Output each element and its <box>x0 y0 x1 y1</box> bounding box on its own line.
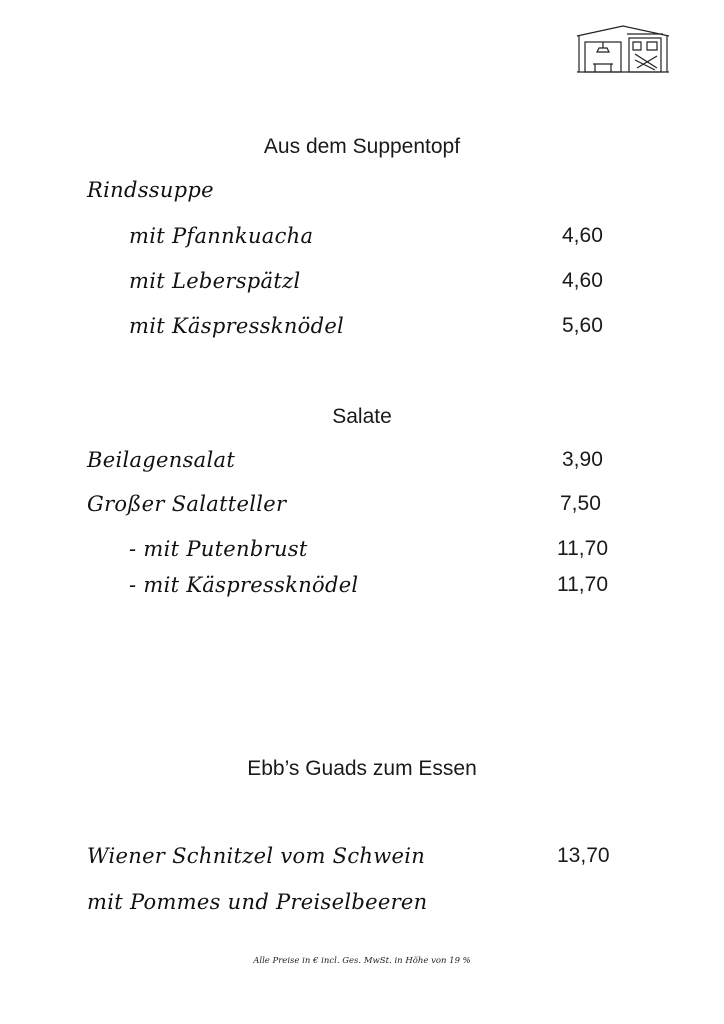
house-window-icon <box>575 24 671 74</box>
menu-item-price: 7,50 <box>560 492 601 515</box>
menu-item-price: 11,70 <box>557 537 608 560</box>
menu-item-price: 3,90 <box>562 448 603 471</box>
menu-item-price: 4,60 <box>562 269 603 292</box>
menu-item-name: - mit Käspressknödel <box>129 573 359 597</box>
dish-rindssuppe: Rindssuppe <box>87 178 214 202</box>
menu-item-price: 5,60 <box>562 314 603 337</box>
section-title-mains: Ebb’s Guads zum Essen <box>247 757 477 780</box>
menu-item-note: mit Pommes und Preiselbeeren <box>87 890 428 914</box>
menu-item-name: Beilagensalat <box>87 448 236 472</box>
menu-item-name: Wiener Schnitzel vom Schwein <box>87 844 426 868</box>
menu-item-name: mit Käspressknödel <box>129 314 345 338</box>
section-title-salads: Salate <box>332 405 392 428</box>
section-title-soup: Aus dem Suppentopf <box>263 135 461 158</box>
menu-item-price: 4,60 <box>562 224 603 247</box>
menu-item-name: mit Pfannkuacha <box>129 224 314 248</box>
menu-item-name: Großer Salatteller <box>87 492 287 516</box>
menu-item-price: 13,70 <box>557 844 610 867</box>
price-footnote: Alle Preise in € incl. Ges. MwSt. in Höhe von 19 % <box>253 956 471 966</box>
menu-item-price: 11,70 <box>557 573 608 596</box>
menu-item-name: - mit Putenbrust <box>129 537 308 561</box>
menu-item-name: mit Leberspätzl <box>129 269 301 293</box>
